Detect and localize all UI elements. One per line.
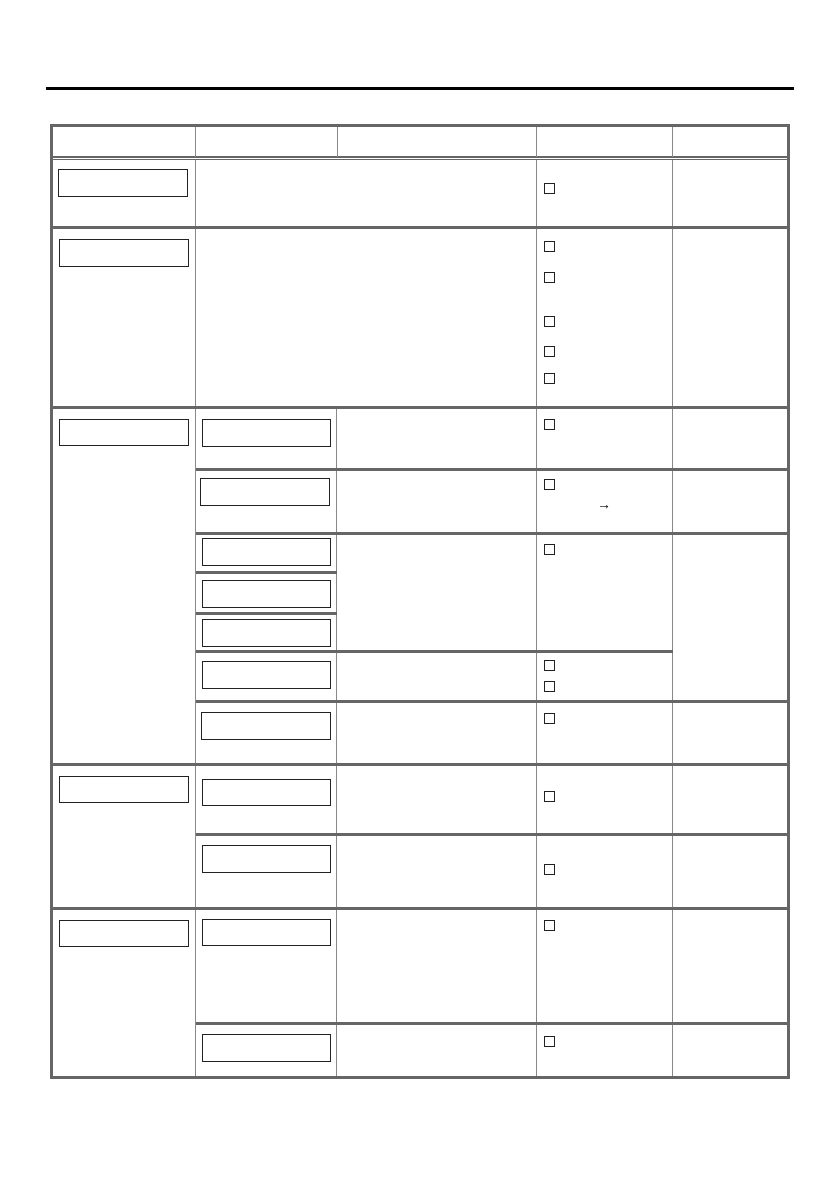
header-col-sep-2 [337, 127, 338, 157]
checkbox[interactable] [544, 346, 555, 357]
section-divider-3 [53, 763, 787, 766]
checkbox[interactable] [544, 681, 555, 692]
checkbox[interactable] [544, 660, 555, 671]
header-col-sep-3 [536, 127, 537, 157]
section-5-label-box [59, 920, 189, 947]
item-label-box-3b [200, 478, 330, 506]
item-label-box-4a [202, 779, 331, 806]
item-label-box-3e [202, 619, 331, 647]
checkbox[interactable] [544, 272, 555, 283]
checkbox[interactable] [544, 713, 555, 724]
col-line-4 [536, 160, 537, 1076]
header-col-sep-4 [672, 127, 673, 157]
header-row-divider [53, 156, 787, 158]
row-divider-3c [196, 571, 337, 574]
col-line-3 [336, 408, 337, 1076]
checkbox[interactable] [544, 479, 555, 490]
item-label-box-3d [202, 580, 331, 608]
row-divider-5a [196, 1022, 787, 1025]
checkbox[interactable] [544, 544, 555, 555]
section-divider-4 [53, 907, 787, 910]
row-divider-3b [196, 532, 787, 535]
item-label-box-5b [202, 1034, 331, 1062]
item-label-box-4b [202, 845, 331, 873]
section-3-label-box [59, 419, 189, 446]
section-4-label-box [59, 776, 189, 803]
section-divider-2 [53, 406, 787, 409]
checkbox[interactable] [544, 241, 555, 252]
item-label-box-3f [202, 661, 331, 689]
row-divider-3e [196, 650, 673, 653]
header-rule [46, 87, 794, 90]
header-row-divider-2 [53, 159, 787, 160]
checkbox[interactable] [544, 864, 555, 875]
section-1-label-box [58, 169, 188, 197]
item-label-box-5a [202, 919, 331, 946]
item-label-box-3a [202, 419, 331, 447]
arrow-right-icon: → [597, 496, 611, 512]
checkbox[interactable] [544, 920, 555, 931]
checkbox[interactable] [544, 316, 555, 327]
checkbox[interactable] [544, 373, 555, 384]
row-divider-4a [196, 833, 787, 836]
item-label-box-3c [202, 538, 331, 566]
checkbox[interactable] [544, 791, 555, 802]
col-line-1 [195, 160, 196, 1076]
row-divider-3a [196, 468, 787, 471]
col-line-5 [672, 160, 673, 1076]
checkbox[interactable] [544, 419, 555, 430]
section-2-label-box [59, 239, 189, 267]
item-label-box-3g [201, 712, 331, 740]
header-col-sep-1 [195, 127, 196, 157]
section-divider-1 [53, 226, 787, 229]
row-divider-3f [196, 700, 787, 703]
checkbox[interactable] [544, 1036, 555, 1047]
checkbox[interactable] [544, 183, 555, 194]
row-divider-3d [196, 612, 337, 615]
